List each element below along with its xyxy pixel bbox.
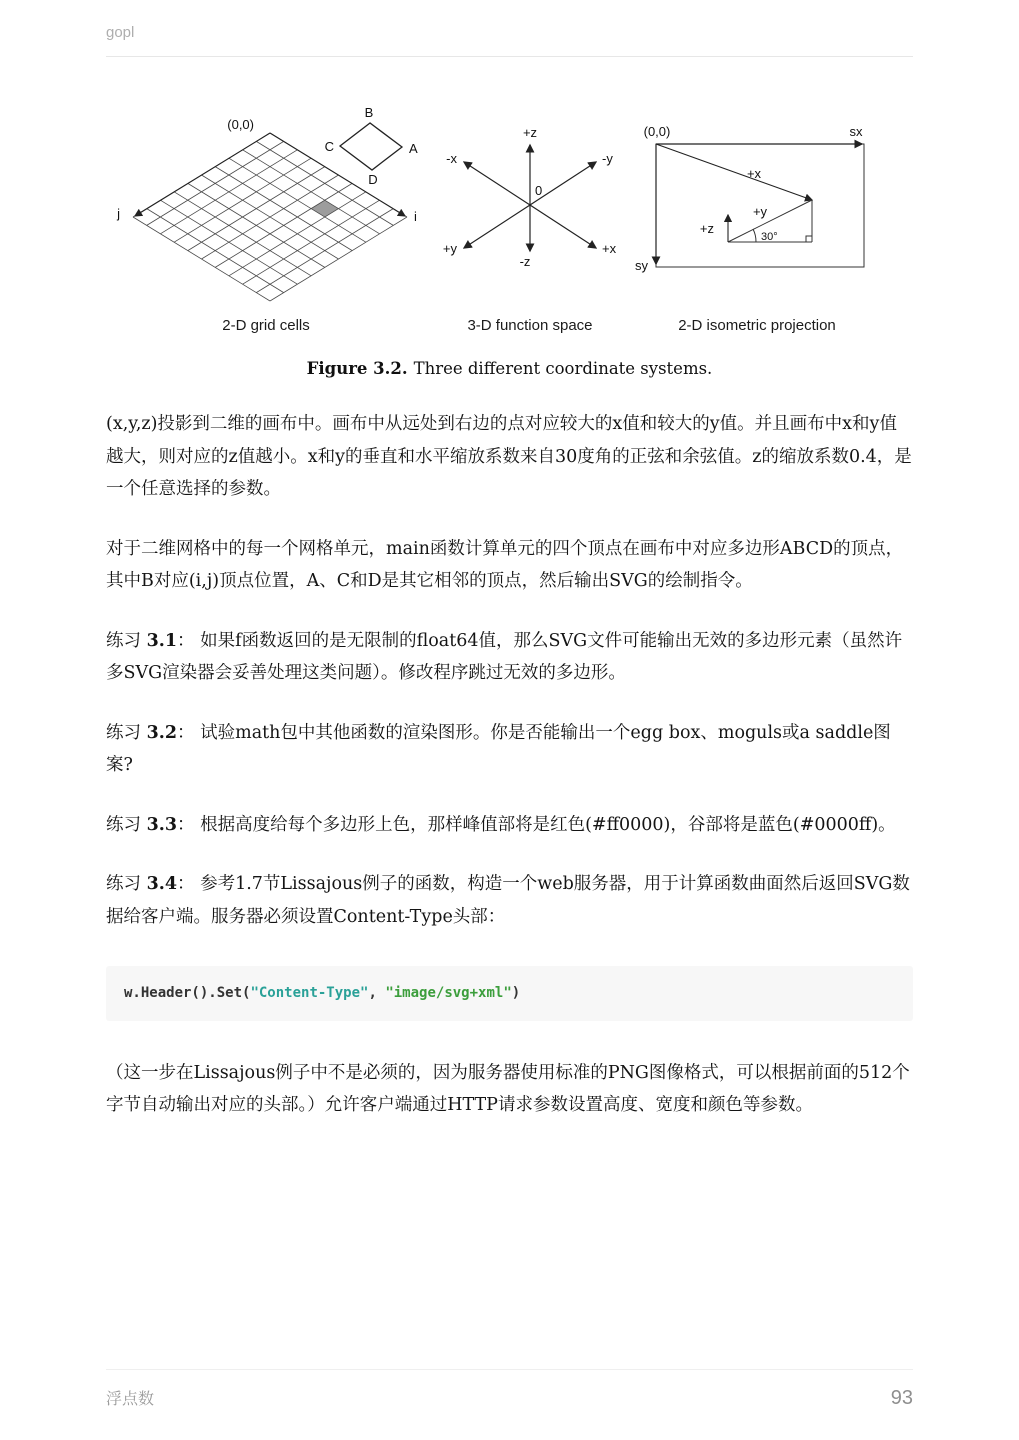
- plus-y-label: +y: [442, 241, 457, 256]
- exercise-prefix: 练习: [106, 630, 147, 651]
- minus-x-label: -x: [446, 151, 457, 166]
- site-header: [106, 24, 913, 57]
- figure-caption-label: Figure 3.2.: [306, 359, 408, 378]
- vertex-c-label: C: [324, 139, 334, 154]
- code-string-svg-xml: "image/svg+xml": [385, 984, 512, 1001]
- iso-plus-z-label: +z: [699, 221, 714, 236]
- code-string-content-type: "Content-Type": [250, 984, 369, 1001]
- j-axis-arrow: [135, 133, 270, 216]
- exercise-number: 3.4: [146, 874, 178, 895]
- exercise-prefix: 练习: [106, 814, 147, 835]
- iso-plus-x-label: +x: [746, 166, 762, 181]
- shaded-grid-cell: [311, 200, 338, 217]
- page-number: 93: [890, 1387, 913, 1409]
- paragraph-projection: (x,y,z)投影到二维的画布中。画布中从远处到右边的点对应较大的x值和较大的y值。并且画布中x和y值越大，则对应的z值越小。x和y的垂直和水平缩放系数来自30度角的正弦和余弦值。z的缩放系数0.4，是一个任意选择的参数。: [106, 414, 912, 500]
- plus-x-axis: [530, 205, 596, 248]
- exercise-3-1: [106, 625, 913, 690]
- j-axis-label: j: [117, 206, 120, 221]
- vertex-b-label: B: [364, 105, 374, 120]
- grid-lines: [133, 133, 407, 301]
- code-plain: w.Header().Set(: [124, 984, 251, 1001]
- footer-section-label: 浮点数: [106, 1389, 155, 1408]
- exercise-3-4: [106, 868, 913, 933]
- figure-caption-text: Three different coordinate systems.: [413, 359, 713, 378]
- grid-diagram-label: 2-D grid cells: [222, 317, 310, 334]
- code-block: [106, 966, 913, 1021]
- page-content: [106, 61, 913, 1149]
- code-plain: ,: [368, 984, 386, 1001]
- site-title-link[interactable]: gopl: [106, 24, 135, 41]
- plus-z-label: +z: [522, 125, 538, 140]
- code-line: [124, 985, 520, 1001]
- sy-label: sy: [635, 258, 648, 273]
- paragraph-main-function: 对于二维网格中的每一个网格单元，main函数计算单元的四个顶点在画布中对应多边形ABCD的顶点，其中B对应(i,j)顶点位置，A、C和D是其它相邻的顶点，然后输出SVG的绘制指令。: [106, 538, 904, 592]
- code-plain: ): [511, 984, 521, 1001]
- plus-x-label: +x: [602, 241, 617, 256]
- plus-y-axis: [464, 205, 530, 248]
- diagram-3d-axes: [443, 125, 617, 334]
- i-axis-arrow: [270, 133, 405, 216]
- iso-diagram-label: 2-D isometric projection: [678, 317, 836, 334]
- i-axis-label: i: [414, 209, 417, 224]
- minus-y-label: -y: [602, 151, 613, 166]
- exercise-text: ： 如果f函数返回的是无限制的float64值，那么SVG文件可能输出无效的多边形元素（虽然许多SVG渲染器会妥善处理这类问题）。修改程序跳过无效的多边形。: [106, 630, 903, 684]
- exercise-number: 3.1: [146, 630, 178, 651]
- vertex-d-label: D: [368, 172, 378, 187]
- diagram-2d-grid: [116, 105, 418, 334]
- diagram-isometric: [635, 124, 864, 334]
- exercise-text: ： 参考1.7节Lissajous例子的函数，构造一个web服务器，用于计算函数曲面然后返回SVG数据给客户端。服务器必须设置Content-Type头部：: [106, 874, 910, 928]
- sx-label: sx: [849, 124, 863, 139]
- exercise-text: ： 根据高度给每个多边形上色，那样峰值部将是红色(#ff0000)，谷部将是蓝色(#0000ff)。: [177, 814, 896, 835]
- angle-30-label: 30°: [761, 231, 778, 243]
- exercise-prefix: 练习: [106, 722, 147, 743]
- cell-detail-diamond: [340, 123, 402, 170]
- minus-x-axis: [464, 162, 530, 205]
- origin-zero-label: 0: [535, 183, 543, 198]
- iso-origin-label: (0,0): [643, 124, 671, 139]
- exercise-text: ： 试验math包中其他函数的渲染图形。你是否能输出一个egg box、moguls或a saddle图案?: [106, 722, 891, 776]
- figure-3-2: [106, 103, 913, 378]
- exercise-3-3: [106, 809, 913, 842]
- grid-origin-label: (0,0): [227, 117, 254, 132]
- plus-x-projection-arrow: [656, 144, 812, 200]
- figure-image: [106, 103, 913, 343]
- exercise-number: 3.3: [146, 814, 178, 835]
- exercise-prefix: 练习: [106, 874, 147, 895]
- exercise-number: 3.2: [146, 722, 178, 743]
- paragraph-note: （这一步在Lissajous例子中不是必须的，因为服务器使用标准的PNG图像格式，可以根据前面的512个字节自动输出对应的头部。）允许客户端通过HTTP请求参数设置高度、宽度和颜色等参数。: [106, 1062, 910, 1116]
- vertex-a-label: A: [409, 141, 418, 156]
- minus-z-label: -z: [519, 254, 531, 269]
- right-angle-marker: [806, 236, 812, 242]
- axes-diagram-label: 3-D function space: [467, 317, 593, 334]
- exercise-3-2: [106, 717, 913, 782]
- figure-caption: [106, 359, 913, 378]
- iso-plus-y-label: +y: [752, 204, 768, 219]
- angle-arc: [753, 229, 756, 242]
- page-footer: [106, 1369, 913, 1410]
